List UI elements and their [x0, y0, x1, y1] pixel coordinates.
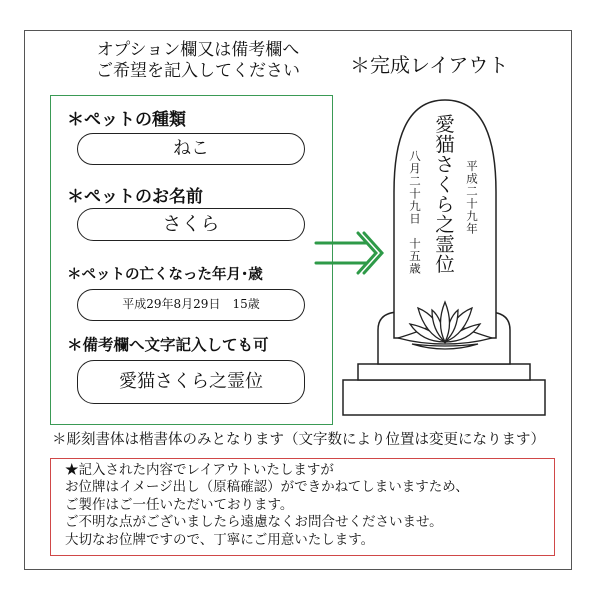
guide-title-line1: オプション欄又は備考欄へ	[96, 40, 300, 60]
pet-death-date-value: 平成29年8月29日 15歳	[77, 289, 305, 321]
engraving-font-note: ＊彫刻書体は楷書体のみとなります（文字数により位置は変更になります）	[52, 432, 545, 448]
pet-type-value: ねこ	[77, 133, 305, 165]
monument-base-middle	[358, 364, 530, 380]
layout-title: ＊完成レイアウト	[350, 53, 509, 77]
monument-era-text: 平成二十九年	[465, 160, 479, 235]
monument-date-text: 八月二十九日 十五歳	[408, 150, 422, 275]
form-panel	[50, 95, 333, 425]
notice-box	[50, 458, 555, 556]
pet-name-label: ＊ペットのお名前	[67, 187, 203, 207]
pet-type-label: ＊ペットの種類	[67, 110, 186, 130]
notice-line: ご製作はご一任いただいております。	[65, 496, 294, 513]
notice-line: 大切なお位牌ですので、丁寧にご用意いたします。	[65, 531, 375, 548]
guide-title	[58, 40, 338, 82]
notice-line: ご不明な点がございましたら遠慮なくお問合せくださいませ。	[65, 514, 443, 531]
pet-name-value: さくら	[77, 208, 305, 241]
monument-base-bottom	[343, 380, 545, 415]
guide-title-line2: ご希望を記入してください	[96, 61, 300, 81]
monument-main-text: 愛猫さくら之霊位	[432, 114, 455, 274]
remarks-label: ＊備考欄へ文字記入しても可	[67, 336, 269, 354]
notice-line: ★記入された内容でレイアウトいたしますが	[65, 462, 334, 478]
pet-death-date-label: ＊ペットの亡くなった年月･歳	[67, 267, 263, 283]
notice-line: お位牌はイメージ出し（原稿確認）ができかねてしまいますため、	[65, 479, 469, 496]
remarks-value: 愛猫さくら之霊位	[77, 360, 305, 404]
